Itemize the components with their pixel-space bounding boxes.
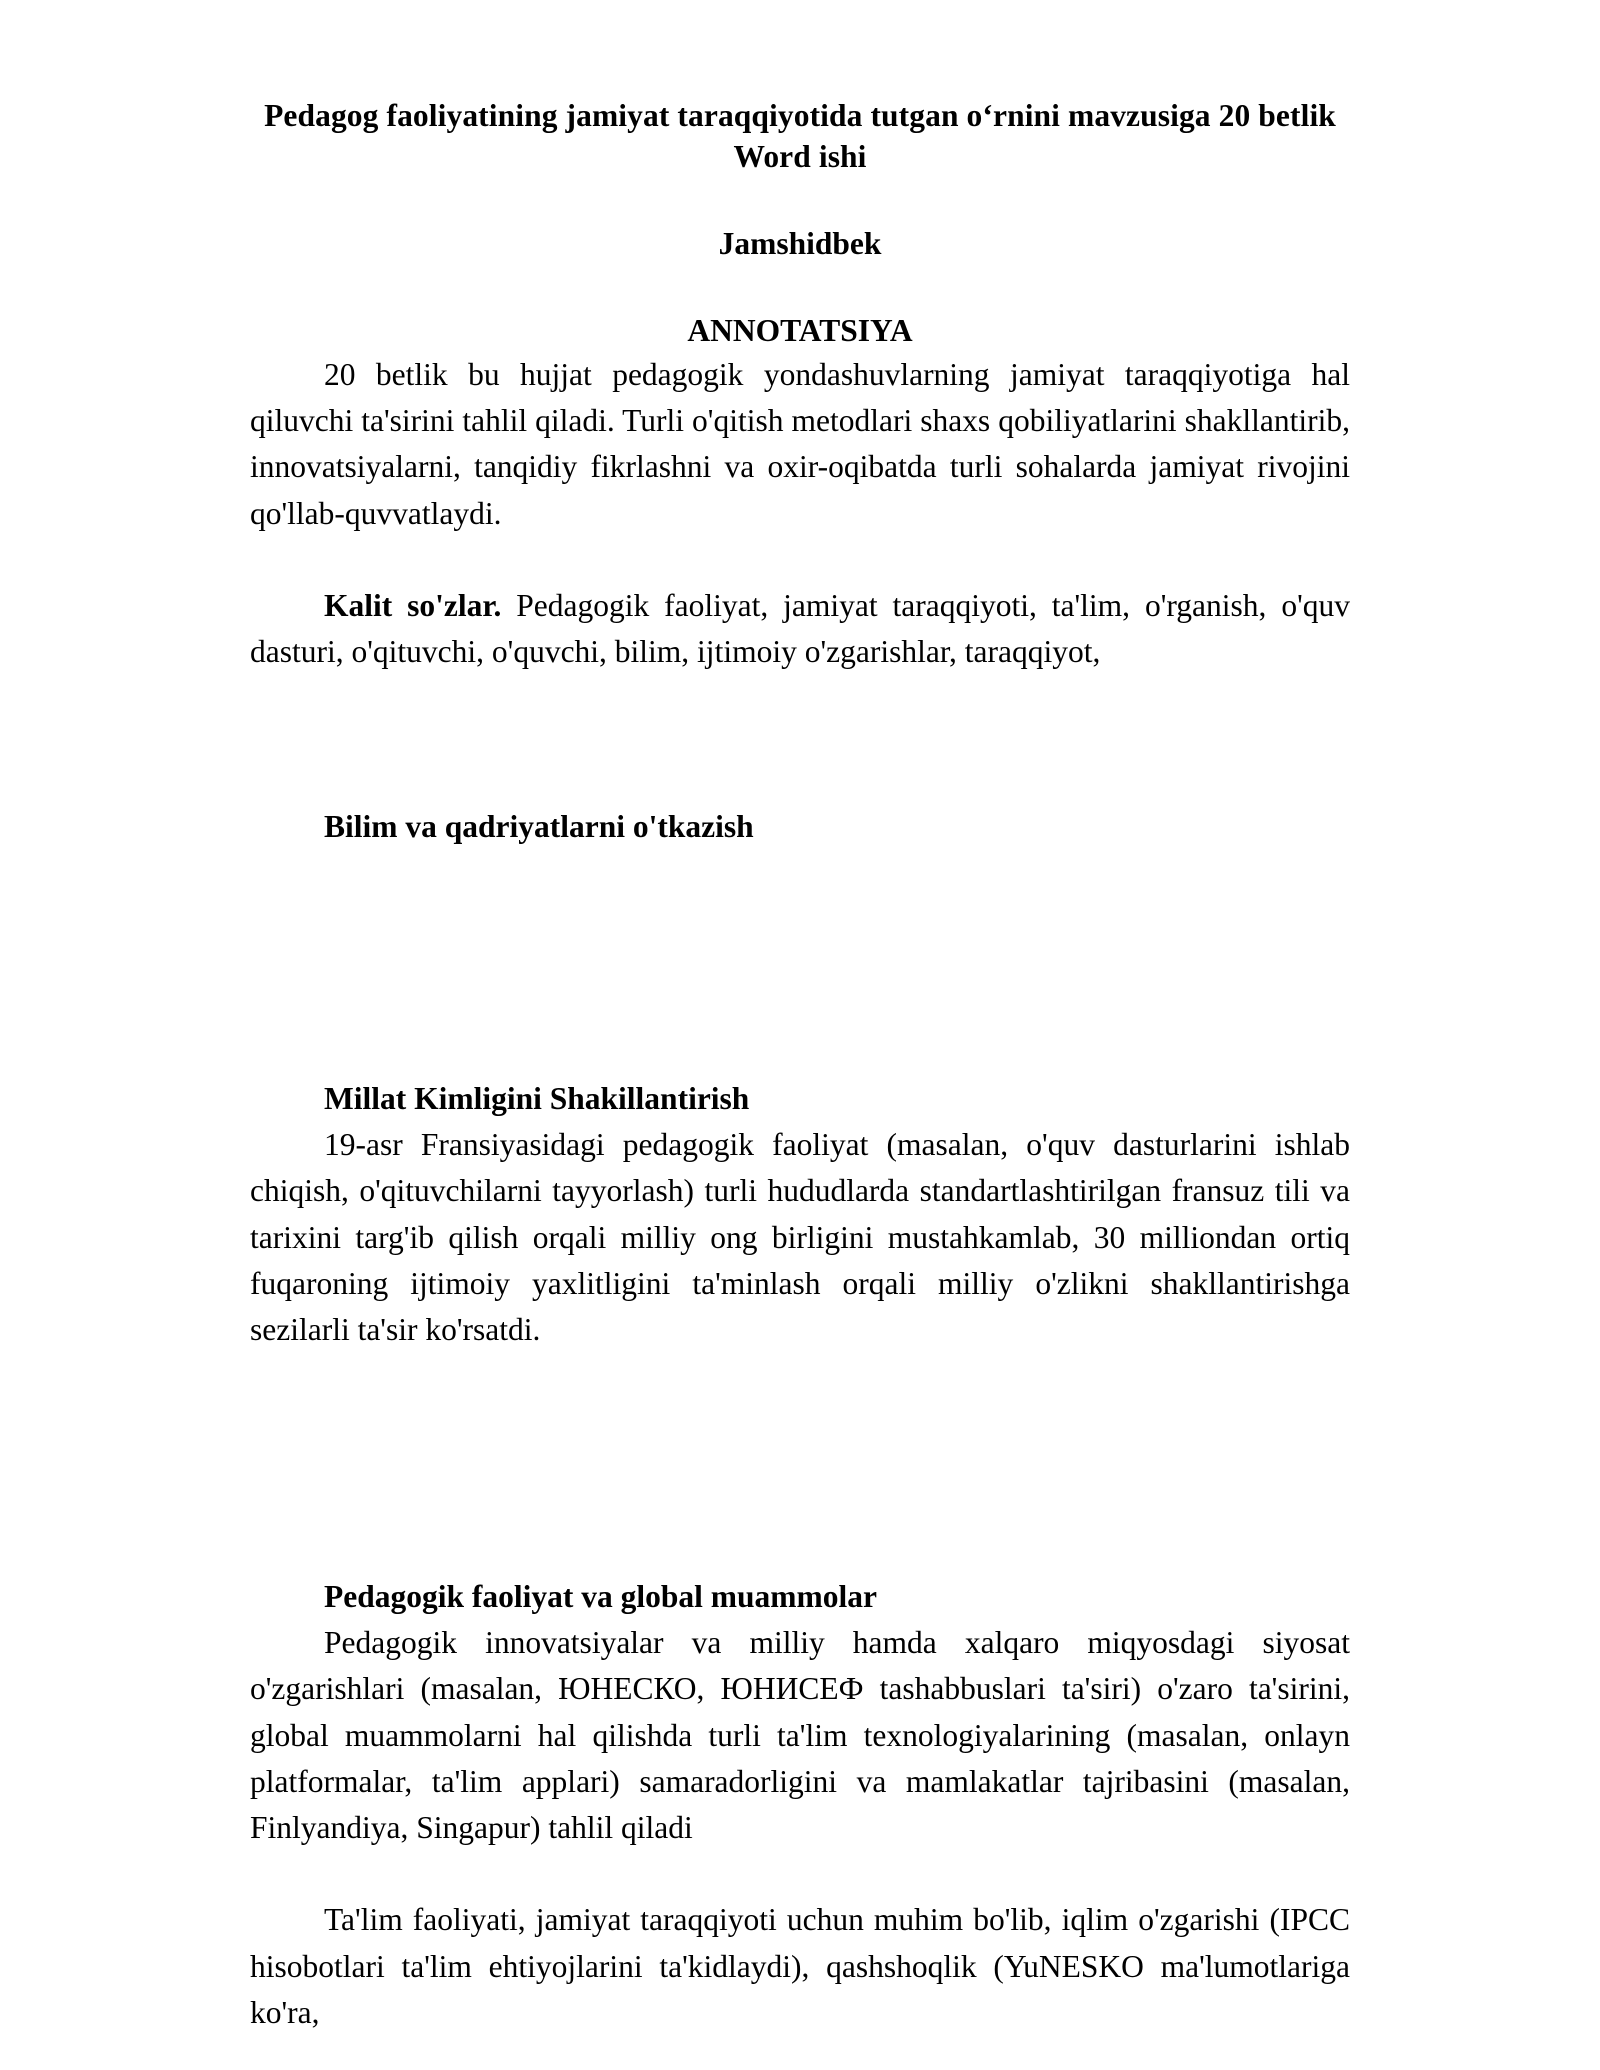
section-heading-bilim-va-qadriyatlarni-otkazish: Bilim va qadriyatlarni o'tkazish: [324, 808, 754, 844]
abstract-paragraph: 20 betlik bu hujjat pedagogik yondashuvlarning jamiyat taraqqiyotiga hal qiluvchi ta'sirini tahlil qiladi. Turli o'qitish metodlari shaxs qobiliyatlarini shakllantirib, innovatsiyalarni, tanqidiy fikrlashni va oxir-oqibatda turli sohalarda jamiyat rivojini qo'llab-quvvatlaydi.: [250, 356, 1350, 531]
section-body-millat-kimligini-shakillantirish: 19-asr Fransiyasidagi pedagogik faoliyat (masalan, o'quv dasturlarini ishlab chiqish, o'qituvchilarni tayyorlash) turli hududlarda standartlashtirilgan fransuz tili va tarixini targ'ib qilish orqali milliy ong birligini mustahkamlab, 30 milliondan ortiq fuqaroning ijtimoiy yaxlitligini ta'minlash orqali milliy o'zlikni shakllantirishga sezilarli ta'sir ko'rsatdi.: [250, 1127, 1350, 1348]
spacer-after-title: [250, 178, 1350, 224]
spacer-before-keywords: [250, 537, 1350, 583]
keywords-paragraph: [250, 583, 1350, 676]
spacer-before-closing: [250, 1851, 1350, 1897]
page-title: Pedagog faoliyatining jamiyat taraqqiyotida tutgan o‘rnini mavzusiga 20 betlik Word ishi: [264, 98, 1336, 174]
abstract-heading: ANNOTATSIYA: [687, 312, 913, 348]
spacer-before-section-3b: [250, 1482, 1350, 1574]
section-body-pedagogik-faoliyat-va-global-muammolar: Pedagogik innovatsiyalar va milliy hamda xalqaro miqyosdagi siyosat o'zgarishlari (masalan, ЮНЕСКО, ЮНИСЕФ tashabbuslari ta'siri) o'zaro ta'sirini, global muammolarni hal qilishda turli ta'lim texnologiyalarining (masalan, onlayn platformalar, ta'lim applari) samaradorligini va mamlakatlar tajribasini (masalan, Finlyandiya, Singapur) tahlil qiladi: [250, 1624, 1350, 1846]
spacer-before-section-1: [250, 676, 1350, 804]
keywords-label: Kalit so'zlar.: [324, 587, 502, 623]
spacer-section-1-body: [250, 850, 1350, 970]
spacer-before-section-2: [250, 970, 1350, 1076]
section-heading-pedagogik-faoliyat-va-global-muammolar: Pedagogik faoliyat va global muammolar: [324, 1578, 877, 1614]
spacer-before-section-3: [250, 1354, 1350, 1482]
closing-paragraph: Ta'lim faoliyati, jamiyat taraqqiyoti uchun muhim bo'lib, iqlim o'zgarishi (IPCC hisobotlari ta'lim ehtiyojlarini ta'kidlaydi), qashshoqlik (YuNESKO ma'lumotlariga ko'ra,: [250, 1902, 1350, 2030]
spacer-after-author: [250, 265, 1350, 311]
section-heading-millat-kimligini-shakillantirish: Millat Kimligini Shakillantirish: [324, 1080, 750, 1116]
author-name: Jamshidbek: [718, 225, 882, 261]
document-body: [250, 96, 1350, 2036]
keywords-list: Pedagogik faoliyat, jamiyat taraqqiyoti, ta'lim, o'rganish, o'quv dasturi, o'qituvchi, o'quvchi, bilim, ijtimoiy o'zgarishlar, taraqqiyot,: [250, 587, 1350, 670]
